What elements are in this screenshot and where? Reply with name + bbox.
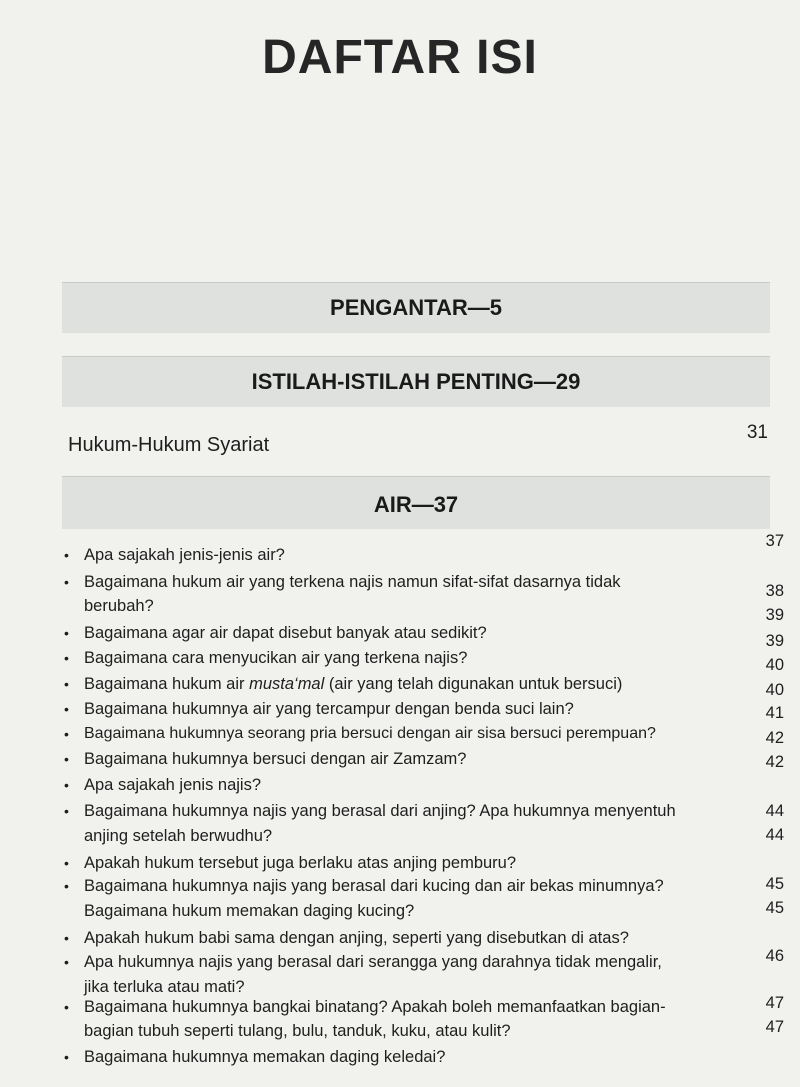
toc-entry xyxy=(64,646,764,670)
section-air-label: AIR—37 xyxy=(373,492,459,517)
toc-entry xyxy=(64,950,764,998)
toc-entry-text-continued: Bagaimana hukum memakan daging kucing? xyxy=(84,902,415,920)
bullet-icon: • xyxy=(64,954,69,970)
toc-entry-text xyxy=(84,672,622,696)
section-pengantar-label: PENGANTAR—5 xyxy=(330,295,502,320)
toc-entry-text: Bagaimana cara menyucikan air yang terkena najis? xyxy=(84,649,468,667)
bullet-icon: • xyxy=(64,676,69,692)
page-number: 39 xyxy=(765,606,784,624)
toc-entry-text: Bagaimana hukumnya najis yang berasal dari anjing? Apa hukumnya menyentuh xyxy=(84,802,676,820)
toc-entry xyxy=(64,851,764,875)
page-number: 37 xyxy=(765,532,784,550)
page-number: 42 xyxy=(765,729,784,747)
bullet-icon: • xyxy=(64,547,69,563)
page-number: 46 xyxy=(765,947,784,965)
toc-entry xyxy=(64,747,764,771)
toc-entry-text-post: (air yang telah digunakan untuk bersuci) xyxy=(324,675,623,693)
toc-entry-text-continued: bagian tubuh seperti tulang, bulu, tanduk, kuku, atau kulit? xyxy=(84,1022,511,1040)
page-number: 41 xyxy=(765,704,784,722)
toc-entry-text-continued: jika terluka atau mati? xyxy=(84,978,245,996)
toc-entry-text: Apakah hukum babi sama dengan anjing, seperti yang disebutkan di atas? xyxy=(84,929,629,947)
bullet-icon: • xyxy=(64,625,69,641)
toc-entry xyxy=(64,926,764,950)
page-title: DAFTAR ISI xyxy=(262,31,538,84)
bullet-icon: • xyxy=(64,650,69,666)
page-number: 45 xyxy=(765,875,784,893)
bullet-icon: • xyxy=(64,803,69,819)
toc-entry xyxy=(64,543,764,567)
bullet-icon: • xyxy=(64,855,69,871)
bullet-icon: • xyxy=(64,1049,69,1065)
toc-entry-text-pre: Bagaimana hukum air xyxy=(84,675,250,693)
toc-entry-text-italic: musta‘mal xyxy=(249,675,325,693)
toc-entry xyxy=(64,697,764,721)
bullet-icon: • xyxy=(64,701,69,717)
toc-entry-text: Bagaimana hukumnya bersuci dengan air Zamzam? xyxy=(84,750,467,768)
bullet-icon: • xyxy=(64,777,69,793)
toc-entry-text: Apa sajakah jenis-jenis air? xyxy=(84,546,285,564)
toc-entry xyxy=(64,995,764,1043)
toc-entry xyxy=(64,672,764,696)
hukum-syariat-label: Hukum-Hukum Syariat xyxy=(68,434,270,456)
toc-entry-text: Bagaimana hukumnya bangkai binatang? Apakah boleh memanfaatkan bagian- xyxy=(84,998,666,1016)
toc-entry xyxy=(64,799,764,847)
bullet-icon: • xyxy=(64,878,69,894)
bullet-icon: • xyxy=(64,751,69,767)
page-number: 45 xyxy=(765,899,784,917)
toc-entry-text: Bagaimana hukumnya memakan daging keledai? xyxy=(84,1048,446,1066)
page-number: 47 xyxy=(765,994,784,1012)
toc-entry xyxy=(64,722,764,746)
bullet-icon: • xyxy=(64,574,69,590)
toc-entry xyxy=(64,773,764,797)
toc-entry-text-continued: anjing setelah berwudhu? xyxy=(84,827,273,845)
toc-entry xyxy=(64,621,764,645)
page-number: 39 xyxy=(765,632,784,650)
toc-entry-text-continued: berubah? xyxy=(84,597,154,615)
hukum-syariat-page: 31 xyxy=(746,422,768,443)
toc-entry xyxy=(64,1045,764,1069)
page-number: 44 xyxy=(765,802,784,820)
toc-entry xyxy=(64,570,764,618)
toc-entry-text: Bagaimana hukumnya air yang tercampur dengan benda suci lain? xyxy=(84,700,574,718)
section-istilah-label: ISTILAH-ISTILAH PENTING—29 xyxy=(251,369,581,394)
toc-entry-text: Bagaimana hukumnya najis yang berasal dari kucing dan air bekas minumnya? xyxy=(84,877,664,895)
bullet-icon: • xyxy=(64,930,69,946)
toc-entry-text: Apakah hukum tersebut juga berlaku atas anjing pemburu? xyxy=(84,854,517,872)
page-number: 40 xyxy=(765,656,784,674)
page-number: 47 xyxy=(765,1018,784,1036)
bullet-icon: • xyxy=(64,999,69,1015)
page-number: 38 xyxy=(765,582,784,600)
page-number: 44 xyxy=(765,826,784,844)
toc-entry-text: Apa hukumnya najis yang berasal dari serangga yang darahnya tidak mengalir, xyxy=(84,953,662,971)
page-number: 42 xyxy=(765,753,784,771)
bullet-icon: • xyxy=(64,726,69,742)
page-number: 40 xyxy=(765,681,784,699)
toc-entry-text: Bagaimana hukumnya seorang pria bersuci dengan air sisa bersuci perempuan? xyxy=(84,725,656,742)
toc-entry xyxy=(64,874,764,922)
toc-entry-text: Bagaimana hukum air yang terkena najis namun sifat-sifat dasarnya tidak xyxy=(84,573,621,591)
toc-entry-text: Apa sajakah jenis najis? xyxy=(84,776,262,794)
toc-entry-text: Bagaimana agar air dapat disebut banyak atau sedikit? xyxy=(84,624,487,642)
